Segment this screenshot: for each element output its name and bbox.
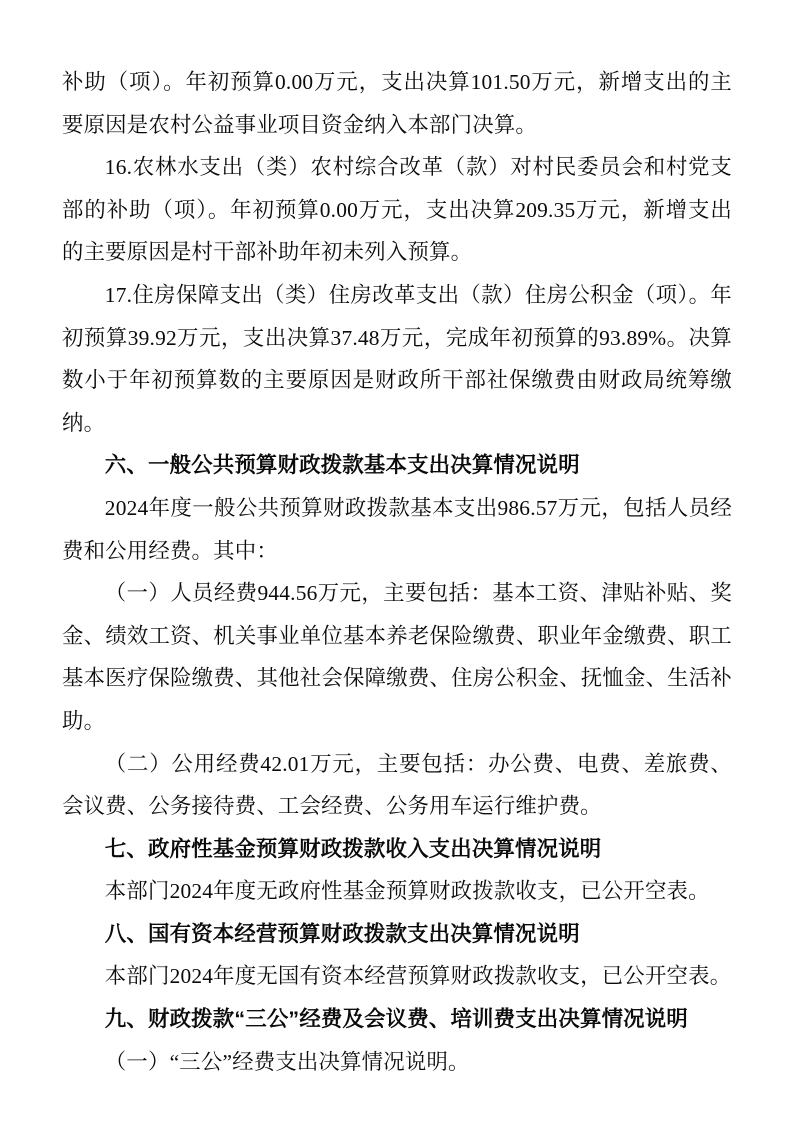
paragraph: 2024年度一般公共预算财政拨款基本支出986.57万元，包括人员经费和公用经费。其中：: [62, 495, 732, 563]
paragraph: （二）公用经费42.01万元，主要包括：办公费、电费、差旅费、会议费、公务接待费、工会经费、公务用车运行维护费。: [62, 751, 732, 819]
paragraph: 17.住房保障支出（类）住房改革支出（款）住房公积金（项）。年初预算39.92万元，支出决算37.48万元，完成年初预算的93.89%。决算数小于年初预算数的主要原因是财政所干部社保缴费由财政局统筹缴纳。: [62, 282, 732, 435]
paragraph: 本部门2024年度无国有资本经营预算财政拨款收支，已公开空表。: [104, 964, 732, 989]
paragraph: （一）“三公”经费支出决算情况说明。: [104, 1049, 470, 1074]
section-heading: 八、国有资本经营预算财政拨款支出决算情况说明: [104, 921, 580, 946]
section-heading: 七、政府性基金预算财政拨款收入支出决算情况说明: [104, 836, 602, 861]
paragraph: 本部门2024年度无政府性基金预算财政拨款收支，已公开空表。: [104, 879, 710, 904]
paragraph: （一）人员经费944.56万元，主要包括：基本工资、津贴补贴、奖金、绩效工资、机关事业单位基本养老保险缴费、职业年金缴费、职工基本医疗保险缴费、其他社会保障缴费、住房公积金、抚恤金、生活补助。: [62, 581, 732, 733]
paragraph: 16.农林水支出（类）农村综合改革（款）对村民委员会和村党支部的补助（项）。年初预算0.00万元，支出决算209.35万元，新增支出的主要原因是村干部补助年初未列入预算。: [62, 155, 732, 265]
section-heading: 六、一般公共预算财政拨款基本支出决算情况说明: [104, 453, 580, 478]
paragraph: 补助（项）。年初预算0.00万元，支出决算101.50万元，新增支出的主要原因是农村公益事业项目资金纳入本部门决算。: [62, 70, 732, 137]
section-heading: 九、财政拨款“三公”经费及会议费、培训费支出决算情况说明: [104, 1007, 688, 1032]
